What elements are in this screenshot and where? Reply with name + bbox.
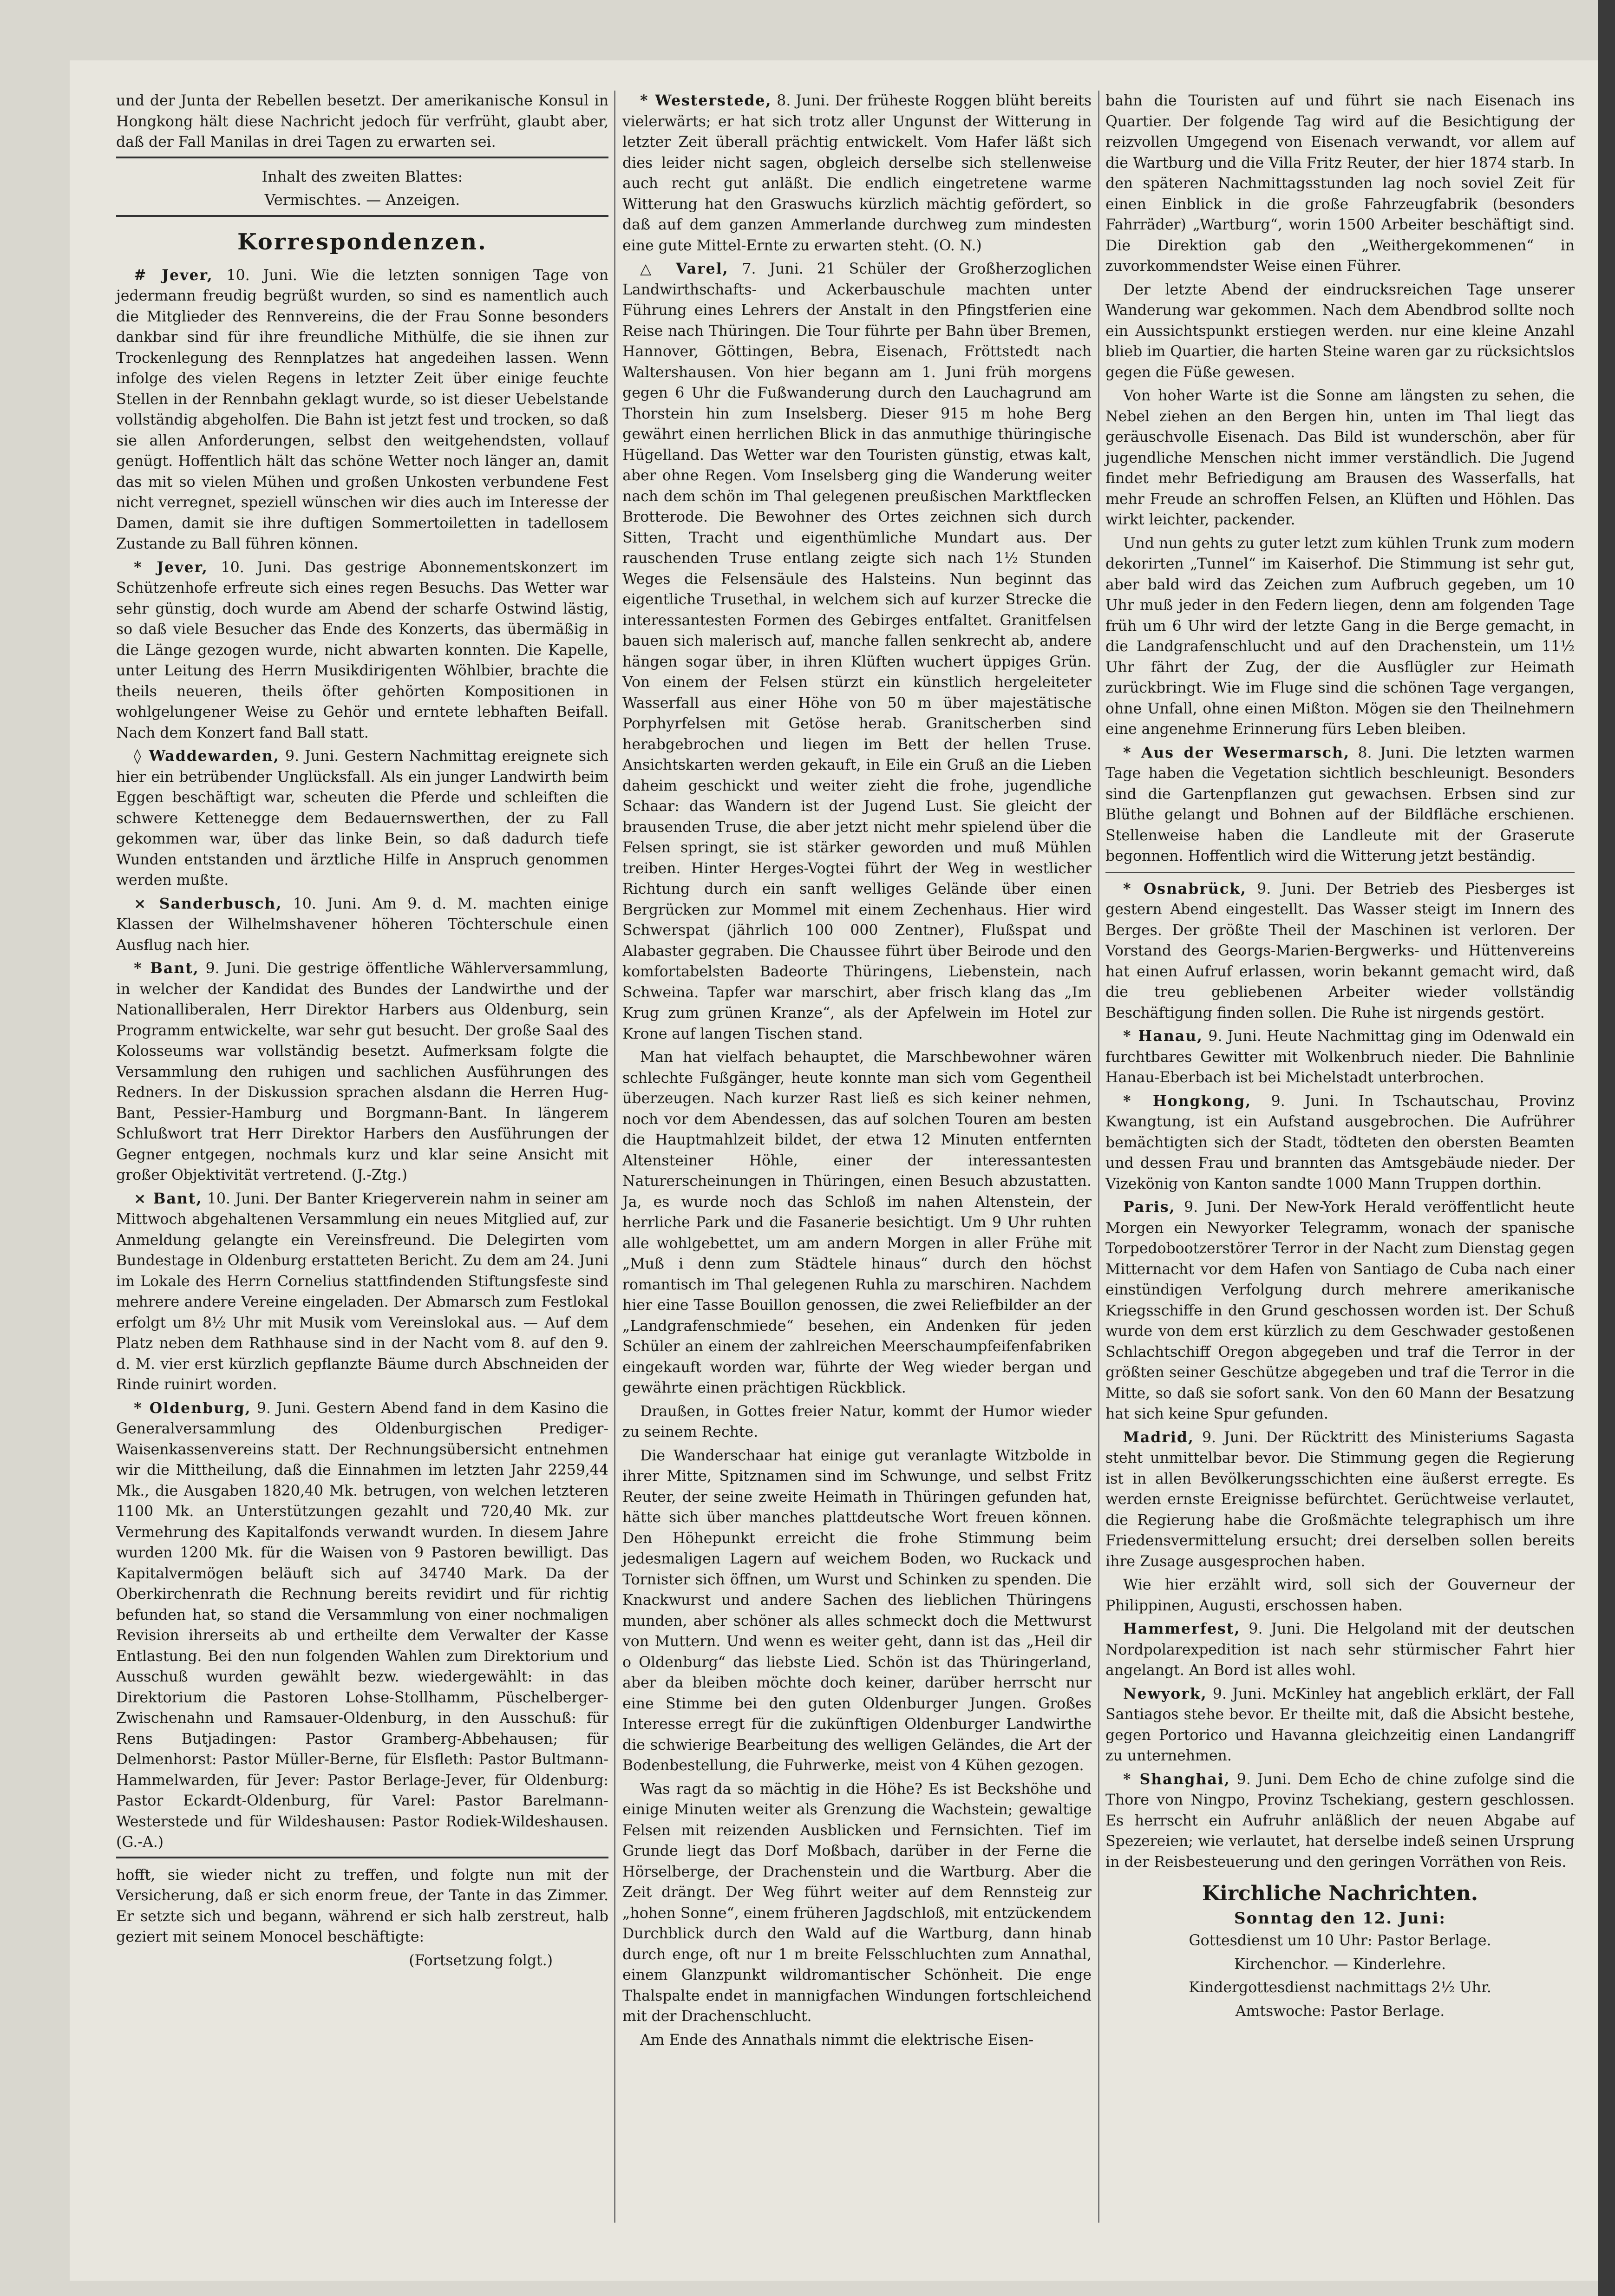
- dateline-place: * Shanghai,: [1123, 1770, 1230, 1788]
- dateline-place: * Jever,: [134, 558, 208, 576]
- article-sanderbusch: [116, 894, 608, 956]
- dateline-place: # Jever,: [134, 266, 213, 284]
- contents-items: Vermischtes. — Anzeigen.: [264, 190, 460, 209]
- article-oldenburg: [116, 1398, 608, 1853]
- article-text: 9. Juni. In Tschautschau, Provinz Kwangtung, ist ein Aufstand ausgebrochen. Die Aufrührer bemächtigten sich der Stadt, tödteten den obersten Beamten und dessen Frau und brannten das Amtsgebäude nieder. Der Vizekönig von Kanton sandte 1000 Mann Truppen dorthin.: [1105, 1092, 1575, 1192]
- dateline-place: * Westerstede,: [640, 92, 772, 109]
- article-text: 9. Juni. Die gestrige öffentliche Wählerversammlung, in welcher der Kandidat des Bundes der Landwirthe und der Nationalliberalen, Herr Direktor Harbers aus Oldenburg, sein Programm entwickelte, war sehr gut besucht. Der große Saal des Kolosseums war vollständig besetzt. Aufmerksam folgte die Versammlung den ruhigen und sachlichen Ausführungen des Redners. In der Diskussion sprachen alsdann die Herren Hug-Bant, Pessier-Hamburg und Borgmann-Bant. In längerem Schlußwort trat Herr Direktor Harbers den Ausführungen der Gegner entgegen, nochmals kurz und klar seine Ansicht mit großer Objektivität vertretend. (J.-Ztg.): [116, 960, 608, 1184]
- article-text: 9. Juni. Dem Echo de chine zufolge sind die Thore von Ningpo, Provinz Tschekiang, gestern geschlossen. Es herrscht ein Aufruhr anläßlich der neuen Abgabe auf Spezereien; wie verlautet, hat derselbe indeß seinen Ursprung in der Reisbesteuerung und den geringen Vorräthen von Reis.: [1105, 1771, 1575, 1871]
- dateline-place: Paris,: [1123, 1198, 1176, 1216]
- church-week-line: Amtswoche: Pastor Berlage.: [1235, 2002, 1445, 2020]
- dateline-place: ◊ Waddewarden,: [134, 747, 280, 765]
- dateline-place: * Aus der Wesermarsch,: [1123, 744, 1350, 761]
- article-bant-2: [116, 1189, 608, 1395]
- article-text: 9. Juni. Der New-York Herald veröffentlicht heute Morgen ein Newyorker Telegramm, wonach der spanische Torpedobootzerstörer Terror in der Nacht zum Dienstag gegen Mitternacht vor dem Hafen von Santiago de Cuba nach einer einstündigen Verfolgung durch mehrere amerikanische Kriegsschiffe in den Grund geschossen worden ist. Der Schuß wurde von dem erst kürzlich zu dem Geschwader gestoßenen Schlachtschiff Oregon abgegeben und traf die Terror in der größten seiner Geschütze abgegeben und traf die Terror in die Mitte, so daß sie sofort sank. Von den 60 Mann der Besatzung hat sich keine Spur gefunden.: [1105, 1199, 1575, 1422]
- divider: [116, 1857, 608, 1858]
- section-title: Korrespondenzen.: [237, 229, 487, 255]
- dateline-place: * Hongkong,: [1123, 1092, 1252, 1110]
- dateline-place: * Bant,: [134, 960, 199, 977]
- article-jever-1: [116, 265, 608, 555]
- article-osnabrueck: [1105, 879, 1575, 1024]
- article-newyork: [1105, 1684, 1575, 1766]
- page-edge-shadow: [1598, 0, 1615, 2296]
- divider: [116, 157, 608, 158]
- column-divider: [1098, 91, 1099, 2223]
- article-text: 10. Juni. Am 9. d. M. machten einige Klassen der Wilhelmshavener höheren Töchterschule einen Ausflug nach hier.: [116, 895, 609, 954]
- church-news-title: Kirchliche Nachrichten.: [1202, 1882, 1478, 1905]
- dateline-place: * Oldenburg,: [134, 1399, 251, 1417]
- paragraph: Von hoher Warte ist die Sonne am längsten zu sehen, die Nebel ziehen an den Bergen hin, unten im Thal liegt das geräuschvolle Eisenach. Das Bild ist wunderschön, aber für jugendliche Menschen nicht immer verständlich. Die Jugend findet mehr Befriedigung am Brausen des Wasserfalls, hat mehr Freude an schroffen Felsen, an Klüften und Höhlen. Das wirkt leichter, packender.: [1105, 387, 1575, 528]
- article-text: 10. Juni. Das gestrige Abonnementskonzert im Schützenhofe erfreute sich eines regen Besuchs. Das Wetter war sehr günstig, doch wurde am Abend der scharfe Ostwind lästig, so daß viele Besucher das Ende des Konzerts, das übermäßig in die Länge gezogen wurde, nicht abwarten konnten. Die Kapelle, unter Leitung des Herrn Musikdirigenten Wöhlbier, brachte die theils neueren, theils öfter gehörten Kompositionen in wohlgelungener Weise zu Gehör und erntete lebhaften Beifall. Nach dem Konzert fand Ball statt.: [116, 559, 609, 741]
- article-text: 8. Juni. Der früheste Roggen blüht bereits vielerwärts; er hat sich trotz aller Ungunst der Witterung in letzter Zeit überall prächtig entwickelt. Vom Hafer läßt sich dies leider nicht sagen, obgleich derselbe sich stellenweise auch recht gut anläßt. Die endlich eingetretene warme Witterung hat den Graswuchs kürzlich mächtig gefördert, so daß auf dem ganzen Ammerlande durchweg zum mindesten eine gute Mittel-Ernte zu erwarten steht. (O. N.): [622, 92, 1092, 254]
- column-1: [116, 91, 608, 1974]
- paragraph: Am Ende des Annathals nimmt die elektrische Eisen-: [640, 2031, 1034, 2048]
- article-hanau: [1105, 1026, 1575, 1088]
- column-2: [622, 91, 1092, 2053]
- article-jever-2: [116, 557, 608, 744]
- article-madrid: [1105, 1427, 1575, 1572]
- paragraph: Draußen, in Gottes freier Natur, kommt der Humor wieder zu seinem Rechte.: [622, 1403, 1092, 1440]
- dateline-place: * Hanau,: [1123, 1027, 1203, 1045]
- dateline-place: Madrid,: [1123, 1428, 1194, 1446]
- divider: [116, 215, 608, 217]
- dateline-place: Hammerfest,: [1123, 1620, 1241, 1637]
- contents-title: Inhalt des zweiten Blattes:: [262, 167, 463, 185]
- dateline-place: ⨯ Bant,: [134, 1190, 203, 1207]
- dateline-place: * Osnabrück,: [1123, 880, 1247, 897]
- church-kids-line: Kindergottesdienst nachmittags 2½ Uhr.: [1189, 1979, 1491, 1996]
- article-hongkong: [1105, 1091, 1575, 1195]
- article-wesermarsch: [1105, 743, 1575, 867]
- paragraph: Der letzte Abend der eindrucksreichen Tage unserer Wanderung war gekommen. Nach dem Abendbrod sollte noch ein Aussichtspunkt erstiegen werden. nur eine kleine Anzahl blieb im Quartier, die harten Steine waren gar zu rücksichtslos gegen die Füße gewesen.: [1105, 281, 1575, 381]
- column-3: [1105, 91, 1575, 2024]
- paragraph: bahn die Touristen auf und führt sie nach Eisenach ins Quartier. Der folgende Tag wird auf die Besichtigung der reizvollen Umgegend von Eisenach verwandt, vor allem auf die Wartburg und die Villa Fritz Reuter, der hier 1874 starb. In den späteren Nachmittagsstunden lag noch soviel Zeit für einen Einblick in die große Fahrzeugfabrik (besonders Fahrräder) „Wartburg“, worin 1500 Arbeiter beschäftigt sind. Die Direktion gab den „Weithergekommenen“ in zuvorkommendster Weise einen Führer.: [1105, 92, 1575, 275]
- dateline-place: ⨯ Sanderbusch,: [134, 895, 282, 912]
- church-service-line: Gottesdienst um 10 Uhr: Pastor Berlage.: [1189, 1932, 1491, 1949]
- article-text: 9. Juni. Gestern Nachmittag ereignete sich hier ein betrübender Unglücksfall. Als ein junger Landwirth beim Eggen beschäftigt war, scheuten die Pferde und schleiften die schwere Kettenegge dem Bedauernswerthen, der zu Fall gekommen war, über das linke Bein, so daß dadurch tiefe Wunden entstanden und ärztliche Hilfe in Anspruch genommen werden mußte.: [116, 748, 608, 889]
- article-text: 10. Juni. Der Banter Kriegerverein nahm in seiner am Mittwoch abgehaltenen Versammlung ein neues Mitglied auf, zur Anmeldung gelangte ein Vereinsfreund. Die Delegirten vom Bundestage in Oldenburg erstatteten Bericht. Zu dem am 24. Juni im Lokale des Herrn Cornelius stattfindenden Stiftungsfeste sind mehrere andere Vereine eingeladen. Der Abmarsch zum Festlokal erfolgt um 8½ Uhr mit Musik vom Vereinslokal aus. — Auf dem Platz neben dem Rathhause sind in der Nacht vom 8. auf den 9. d. M. vier erst kürzlich gepflanzte Bäume durch Abschneiden der Rinde ruinirt worden.: [116, 1190, 608, 1393]
- paragraph: Und nun gehts zu guter letzt zum kühlen Trunk zum modern dekorirten „Tunnel“ im Kaiserhof. Die Stimmung ist sehr gut, aber bald wird das Zeichen zum Aufbruch gegeben, um 10 Uhr muß jeder in den Federn liegen, denn am folgenden Tage früh um 6 Uhr wird der letzte Gang in die Berge gemacht, in die Landgrafenschlucht und auf den Drachenstein, um 11½ Uhr fährt der Zug, der die Ausflügler zur Heimath zurückbringt. Wie im Fluge sind die schönen Tage vergangen, ohne Unfall, ohne einen Mißton. Mögen sie den Theilnehmern eine angenehme Erinnerung fürs Leben bleiben.: [1105, 535, 1575, 738]
- article-paris: [1105, 1197, 1575, 1425]
- article-bant-1: [116, 958, 608, 1186]
- dateline-place: △ Varel,: [640, 260, 729, 277]
- article-text: 7. Juni. 21 Schüler der Großherzoglichen Landwirthschafts- und Ackerbauschule machten unter Führung eines Lehrers der Anstalt in den Pfingstferien eine Reise nach Thüringen. Die Tour führte per Bahn über Bremen, Hannover, Göttingen, Bebra, Eisenach, Fröttstedt nach Waltershausen. Von hier begann am 1. Juni früh morgens gegen 6 Uhr die Fußwanderung durch den Lauchagrund am Thorstein hin zum Inselsberg. Dieser 915 m hohe Berg gewährt einen herrlichen Blick in das anmuthige thüringische Hügelland. Das Wetter war den Touristen günstig, etwas kalt, aber ohne Regen. Vom Inselsberg ging die Wanderung weiter nach dem schön im Thal gelegenen preußischen Marktflecken Brotterode. Die Bewohner des Ortes zeichnen sich durch Sitten, Tracht und eigenthümliche Mundart aus. Der rauschenden Truse entlang zeigte sich nach 1½ Stunden Weges die Felsensäule des Halsteins. Nun beginnt das eigentliche Trusethal, in welchem sich auf kurzer Strecke die interessantesten Formen des Gebirges entfaltet. Granitfelsen bauen sich malerisch auf, manche fallen senkrecht ab, andere hängen sogar über, in ihren Klüften wuchert üppiges Grün. Von einem der Felsen stürzt ein künstlich hergeleiteter Wasserfall aus einer Höhe von 50 m über majestätische Porphyrfelsen mit Getöse herab. Granitscherben sind herabgebrochen und liegen im Bett der hellen Truse. Ansichtskarten werden gekauft, in Eile ein Gruß an die Lieben daheim geschickt und weiter zieht die frohe, jugendliche Schaar: das Wandern ist der Jugend Lust. Sie gleicht der brausenden Truse, die aber jetzt nicht mehr spielend über die Felsen springt, sie ist stärker geworden und muß Mühlen treiben. Hinter Herges-Vogtei führt der Weg in westlicher Richtung durch ein sanft welliges Gelände über einen Bergrücken zur Mommel mit einem Zechenhaus. Hier wird Schwerspat (jährlich 100 000 Zentner), Flußspat und Alabaster gegraben. Die Chaussee führt über Beirode und den komfortabelsten Badeorte Thüringens, Liebenstein, nach Schweina. Tapfer war marschirt, aber frisch klang das „Im Krug zum grünen Kranze“, als der Apfelwein im Hotel zur Krone auf langen Tischen stand.: [622, 261, 1092, 1042]
- article-varel: [622, 259, 1092, 1044]
- article-text: 9. Juni. Heute Nachmittag ging im Odenwald ein furchtbares Gewitter mit Wolkenbruch nieder. Die Bahnlinie Hanau-Eberbach ist bei Michelstadt unterbrochen.: [1105, 1028, 1575, 1086]
- divider: [1105, 872, 1575, 873]
- article-waddewarden: [116, 746, 608, 891]
- article-text: 9. Juni. Die Helgoland mit der deutschen Nordpolarexpedition ist nach sehr stürmischer Fahrt hier angelangt. An Bord ist alles wohl.: [1105, 1621, 1575, 1679]
- article-hammerfest: [1105, 1619, 1575, 1681]
- article-shanghai: [1105, 1769, 1575, 1873]
- article-text: 9. Juni. Der Rücktritt des Ministeriums Sagasta steht unmittelbar bevor. Die Stimmung gegen die Regierung ist in allen Bevölkerungsschichten eine äußerst erregte. Es werden ernste Ereignisse befürchtet. Gerüchtweise verlautet, die Regierung habe die Großmächte telegraphisch um ihre Friedensvermittelung ersucht; drei derselben sollen bereits ihre Zusage ausgesprochen haben.: [1105, 1429, 1575, 1570]
- article-text: 9. Juni. Gestern Abend fand in dem Kasino die Generalversammlung des Oldenburgischen Prediger-Waisenkassenvereins statt. Der Rechnungsübersicht entnehmen wir die Mittheilung, daß die Einnahmen im letzten Jahr 2259,44 Mk., die Ausgaben 1820,40 Mk. betrugen, von welchen letzteren 1100 Mk. an Unterstützungen gezahlt und 720,40 Mk. zur Vermehrung des Kapitalfonds verwandt wurden. In diesem Jahre wurden 1200 Mk. für die Waisen von 9 Pastoren bewilligt. Das Kapitalvermögen beläuft sich auf 34740 Mark. Da der Oberkirchenrath die Rechnung bereits revidirt und für richtig befunden hat, so stand die Versammlung von einer nochmaligen Revision ihrerseits ab und ertheilte dem Verwalter der Kasse Entlastung. Bei den nun folgenden Wahlen zum Direktorium und Ausschuß wurden gewählt bezw. wiedergewählt: in das Direktorium die Pastoren Lohse-Stollhamm, Püschelberger-Zwischenahn und Ramsauer-Oldenburg, in den Ausschuß: für Rens Butjadingen: Pastor Gramberg-Abbehausen; für Delmenhorst: Pastor Müller-Berne, für Elsfleth: Pastor Bultmann-Hammelwarden, für Jever: Pastor Berlage-Jever, für Oldenburg: Pastor Eckardt-Oldenburg, für Varel: Pastor Barelmann-Westerstede und für Wildeshausen: Pastor Rodiek-Wildeshausen. (G.-A.): [116, 1400, 608, 1851]
- dateline-place: Newyork,: [1123, 1685, 1207, 1702]
- paragraph: Was ragt da so mächtig in die Höhe? Es ist Beckshöhe und einige Minuten weiter als Grenzung die Wachstein; gewaltige Felsen mit reizenden Ausblicken und Fernsichten. Tief im Grunde liegt das Dorf Moßbach, darüber in der Ferne die Hörselberge, der Drachenstein und die Wartburg. Aber die Zeit drängt. Der Weg führt weiter auf dem Rennsteig zur „hohen Sonne“, einem früheren Jagdschloß, mit entzückendem Durchblick durch den Wald auf die Wartburg, dann hinab durch enge, oft nur 1 m breite Felsschluchten zum Annathal, einem Glanzpunkt wildromantischer Schönheit. Die enge Thalspalte endet in mannigfachen Windungen fortschleichend mit der Drachenschlucht.: [622, 1780, 1092, 2025]
- serial-story-text: hofft, sie wieder nicht zu treffen, und folgte nun mit der Versicherung, daß er sich enorm freue, der Tante in das Zimmer. Er setzte sich und begann, während er sich halb zerstreut, halb geziert mit seinem Monocel beschäftigte:: [116, 1866, 608, 1945]
- paragraph: Man hat vielfach behauptet, die Marschbewohner wären schlechte Fußgänger, heute konnte man sich vom Gegentheil überzeugen. Nach kurzer Rast ließ es sich keiner nehmen, noch vor dem Abendessen, das auf solchen Touren am besten die Hauptmahlzeit bildet, der etwa 12 Minuten entfernten Altensteiner Höhle, einer der interessantesten Naturerscheinungen in Thüringen, einen Besuch abzustatten. Ja, es wurde noch das Schloß im nahen Altenstein, der herrliche Park und die Fasanerie besichtigt. Um 9 Uhr ruhten alle wohlgebettet, um am andern Morgen in aller Frühe mit „Muß i denn zum Städtele hinaus“ durch den höchst romantisch im Thal gelegenen Ruhla zu marschiren. Nachdem hier eine Tasse Bouillon genossen, die zwei Reliefbilder an der „Landgrafenschmiede“ besehen, ein Andenken für jeden Schüler an einem der zahlreichen Meerschaumpfeifenfabriken eingekauft worden war, führte der Weg wieder bergan und gewährte einen prächtigen Rückblick.: [622, 1049, 1092, 1396]
- article-westerstede: [622, 91, 1092, 256]
- article-text: 9. Juni. Der Betrieb des Piesberges ist gestern Abend eingestellt. Das Wasser steigt im Innern des Berges. Der größte Theil der Maschinen ist verloren. Der Vorstand des Georgs-Marien-Bergwerks- und Hüttenvereins hat einen Aufruf erlassen, worin bekannt gemacht wird, daß die treu gebliebenen Arbeiter wieder vollständig Beschäftigung finden sollen. Die Ruhe ist nirgends gestört.: [1105, 880, 1575, 1021]
- church-news-date: Sonntag den 12. Juni:: [1234, 1909, 1446, 1928]
- continuation-note: (Fortsetzung folgt.): [409, 1952, 553, 1969]
- intro-paragraph: und der Junta der Rebellen besetzt. Der amerikanische Konsul in Hongkong hält diese Nachricht jedoch für verfrüht, glaubt aber, daß der Fall Manilas in drei Tagen zu erwarten sei.: [116, 92, 608, 150]
- church-choir-line: Kirchenchor. — Kinderlehre.: [1234, 1956, 1446, 1973]
- column-divider: [614, 91, 615, 2223]
- paragraph: Wie hier erzählt wird, soll sich der Gouverneur der Philippinen, Augusti, erschossen haben.: [1105, 1576, 1575, 1614]
- paragraph: Die Wanderschaar hat einige gut veranlagte Witzbolde in ihrer Mitte, Spitznamen sind im Schwunge, und selbst Fritz Reuter, der seine zweite Heimath in Thüringen gefunden hat, hätte sich über manches plattdeutsche Wort freuen können. Den Höhepunkt erreicht die frohe Stimmung beim jedesmaligen Lagern auf weichem Boden, wo Ruckack und Tornister sich öffnen, um Wurst und Schinken zu spenden. Die Knackwurst und andere Sachen des lieblichen Thüringens munden, aber schöner als alles schmeckt doch die Mettwurst von Muttern. Und wenn es weiter geht, dann ist das „Heil dir o Oldenburg“ das liebste Lied. Schön ist das Thüringerland, aber da bleiben möchte doch keiner, darüber herrscht nur eine Stimme bei den guten Oldenburger Jungen. Großes Interesse erregt für die zukünftigen Oldenburger Landwirthe die schwierige Bearbeitung des welligen Geländes, die Art der Bodenbestellung, die Fuhrwerke, meist von 4 Kühen gezogen.: [622, 1447, 1092, 1774]
- article-text: 9. Juni. McKinley hat angeblich erklärt, der Fall Santiagos stehe bevor. Er theilte mit, daß die Absicht bestehe, gegen Portorico und Havanna gleichzeitig einen Landangriff zu unternehmen.: [1105, 1685, 1575, 1764]
- article-text: 10. Juni. Wie die letzten sonnigen Tage von jedermann freudig begrüßt wurden, so sind es namentlich auch die Mitglieder des Rennvereins, die der Frau Sonne besonders dankbar sind für ihre freundliche Mithülfe, die sie ihnen zur Trockenlegung des Rennplatzes hat angedeihen lassen. Wenn infolge des vielen Regens in letzter Zeit über einige feuchte Stellen in der Rennbahn geklagt wurde, so ist dieser Uebelstande vollständig abgeholfen. Die Bahn ist jetzt fest und trocken, so daß sie allen Anforderungen, selbst den weitgehendsten, vollauf genügt. Hoffentlich hält das schöne Wetter noch länger an, damit das mit so vielen Mühen und großen Unkosten verbundene Fest nicht verregnet, speziell wünschen wir dies auch im Interesse der Damen, damit sie ihre duftigen Sommertoiletten in tadellosem Zustande zu Ball führen können.: [116, 267, 609, 552]
- article-text: 8. Juni. Die letzten warmen Tage haben die Vegetation sichtlich beschleunigt. Besonders sind die Gartenpflanzen gut gewachsen. Erbsen sind zur Blüthe gelangt und Bohnen auf der Bildfläche erschienen. Stellenweise haben die Landleute mit der Graserute begonnen. Hoffentlich wird die Witterung jetzt beständig.: [1105, 744, 1575, 864]
